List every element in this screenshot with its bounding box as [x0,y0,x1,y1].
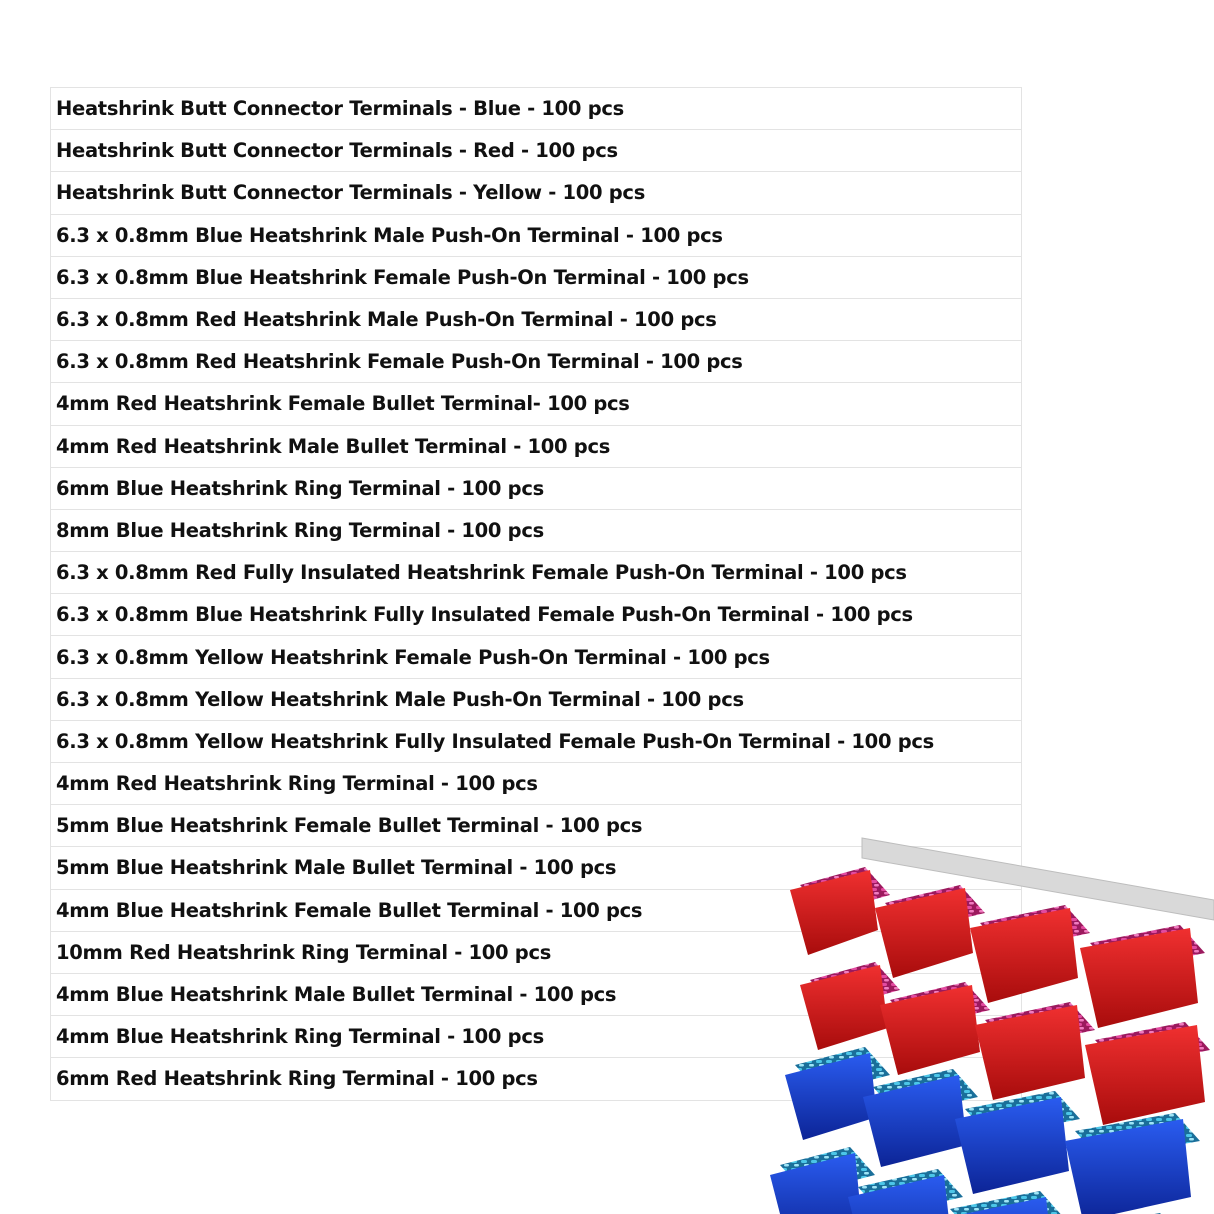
item-label: 6mm Red Heatshrink Ring Terminal - 100 pcs [51,1058,1022,1100]
item-label: 4mm Red Heatshrink Female Bullet Terminal- 100 pcs [51,383,1022,425]
item-label: 4mm Blue Heatshrink Female Bullet Terminal - 100 pcs [51,889,1022,931]
table-row [51,88,1022,130]
table-row [51,425,1022,467]
table-row [51,214,1022,256]
item-label: 4mm Red Heatshrink Ring Terminal - 100 pcs [51,763,1022,805]
table-row [51,594,1022,636]
item-label: 6.3 x 0.8mm Red Fully Insulated Heatshrink Female Push-On Terminal - 100 pcs [51,552,1022,594]
storage-bins-image [760,830,1214,1214]
item-label: 6.3 x 0.8mm Blue Heatshrink Fully Insulated Female Push-On Terminal - 100 pcs [51,594,1022,636]
item-label: 6.3 x 0.8mm Yellow Heatshrink Fully Insulated Female Push-On Terminal - 100 pcs [51,720,1022,762]
item-label: 6.3 x 0.8mm Yellow Heatshrink Male Push-On Terminal - 100 pcs [51,678,1022,720]
table-row [51,720,1022,762]
table-row [51,509,1022,551]
table-row [51,383,1022,425]
item-label: 6.3 x 0.8mm Blue Heatshrink Male Push-On Terminal - 100 pcs [51,214,1022,256]
table-row [51,256,1022,298]
item-label: 6.3 x 0.8mm Yellow Heatshrink Female Push-On Terminal - 100 pcs [51,636,1022,678]
item-label: 5mm Blue Heatshrink Female Bullet Terminal - 100 pcs [51,805,1022,847]
item-label: 8mm Blue Heatshrink Ring Terminal - 100 pcs [51,509,1022,551]
item-label: 6.3 x 0.8mm Red Heatshrink Female Push-On Terminal - 100 pcs [51,341,1022,383]
item-label: 10mm Red Heatshrink Ring Terminal - 100 pcs [51,931,1022,973]
item-label: 6mm Blue Heatshrink Ring Terminal - 100 pcs [51,467,1022,509]
table-row [51,172,1022,214]
item-label: 5mm Blue Heatshrink Male Bullet Terminal - 100 pcs [51,847,1022,889]
table-row [51,636,1022,678]
item-label: Heatshrink Butt Connector Terminals - Yellow - 100 pcs [51,172,1022,214]
table-row [51,298,1022,340]
item-label: Heatshrink Butt Connector Terminals - Red - 100 pcs [51,130,1022,172]
item-label: 6.3 x 0.8mm Blue Heatshrink Female Push-On Terminal - 100 pcs [51,256,1022,298]
table-row [51,341,1022,383]
table-row [51,678,1022,720]
table-row [51,552,1022,594]
item-label: 4mm Red Heatshrink Male Bullet Terminal - 100 pcs [51,425,1022,467]
table-row [51,763,1022,805]
item-label: 4mm Blue Heatshrink Ring Terminal - 100 pcs [51,1016,1022,1058]
item-label: 4mm Blue Heatshrink Male Bullet Terminal - 100 pcs [51,973,1022,1015]
table-row [51,130,1022,172]
table-row [51,467,1022,509]
item-label: Heatshrink Butt Connector Terminals - Blue - 100 pcs [51,88,1022,130]
item-label: 6.3 x 0.8mm Red Heatshrink Male Push-On Terminal - 100 pcs [51,298,1022,340]
